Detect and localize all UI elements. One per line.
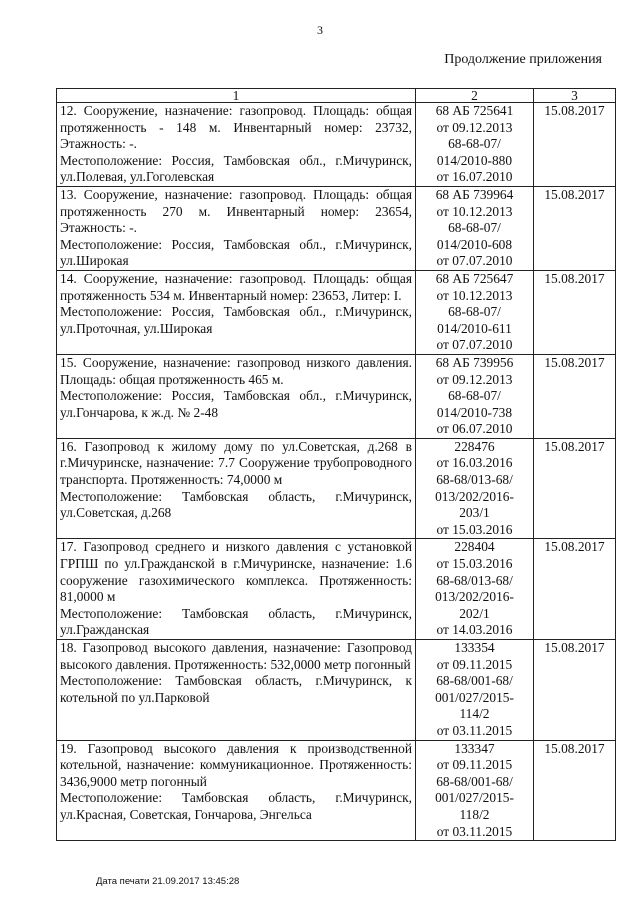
table-row <box>57 740 616 841</box>
column-header-3: 3 <box>534 89 616 103</box>
registration-record: 133354 от 09.11.2015 68-68/001-68/ 001/027/2015- 114/2 от 03.11.2015 <box>416 640 534 741</box>
table-row <box>57 640 616 741</box>
object-description: 18. Газопровод высокого давления, назначение: Газопровод высокого давления. Протяженность: 532,0000 метр погонный Местоположение: Тамбовская область, г.Мичуринск, к котельной по ул.Парковой <box>57 640 416 741</box>
object-description: 16. Газопровод к жилому дому по ул.Советская, д.268 в г.Мичуринске, назначение: 7.7 Сооружение трубопроводного транспорта. Протяженность: 74,0000 м Местоположение: Тамбовская область, г.Мичуринск, ул.Советская, д.268 <box>57 438 416 539</box>
record-date: 15.08.2017 <box>534 103 616 187</box>
table-row <box>57 354 616 438</box>
table-row <box>57 539 616 640</box>
record-date: 15.08.2017 <box>534 640 616 741</box>
print-date: Дата печати 21.09.2017 13:45:28 <box>96 876 240 887</box>
registration-record: 133347 от 09.11.2015 68-68/001-68/ 001/027/2015- 118/2 от 03.11.2015 <box>416 740 534 841</box>
object-description: 14. Сооружение, назначение: газопровод. Площадь: общая протяженность 534 м. Инвентарный номер: 23653, Литер: I. Местоположение: Россия, Тамбовская обл., г.Мичуринск, ул.Проточная, ул.Широкая <box>57 270 416 354</box>
object-description: 17. Газопровод среднего и низкого давления с установкой ГРПШ по ул.Гражданской в г.Мичуринске, назначение: 1.6 сооружение газохимического комплекса. Протяженность: 81,0000 м Местоположение: Тамбовская область, г.Мичуринск, ул.Гражданская <box>57 539 416 640</box>
table-row <box>57 103 616 187</box>
registration-record: 68 АБ 725647 от 10.12.2013 68-68-07/ 014/2010-611 от 07.07.2010 <box>416 270 534 354</box>
table-row <box>57 438 616 539</box>
registration-record: 68 АБ 739956 от 09.12.2013 68-68-07/ 014/2010-738 от 06.07.2010 <box>416 354 534 438</box>
object-description: 19. Газопровод высокого давления к производственной котельной, назначение: коммуникационное. Протяженность: 3436,9000 метр погонный Местоположение: Тамбовская область, г.Мичуринск, ул.Красная, Советская, Гончарова, Энгельса <box>57 740 416 841</box>
record-date: 15.08.2017 <box>534 740 616 841</box>
table-row <box>57 186 616 270</box>
column-header-1: 1 <box>57 89 416 103</box>
registration-record: 228404 от 15.03.2016 68-68/013-68/ 013/202/2016- 202/1 от 14.03.2016 <box>416 539 534 640</box>
property-table <box>56 88 616 841</box>
page-number: 3 <box>317 23 323 37</box>
object-description: 13. Сооружение, назначение: газопровод. Площадь: общая протяженность 270 м. Инвентарный номер: 23654, Этажность: -. Местоположение: Россия, Тамбовская обл., г.Мичуринск, ул.Широкая <box>57 186 416 270</box>
record-date: 15.08.2017 <box>534 270 616 354</box>
continuation-heading: Продолжение приложения <box>444 52 602 67</box>
registration-record: 228476 от 16.03.2016 68-68/013-68/ 013/202/2016- 203/1 от 15.03.2016 <box>416 438 534 539</box>
record-date: 15.08.2017 <box>534 354 616 438</box>
registration-record: 68 АБ 739964 от 10.12.2013 68-68-07/ 014/2010-608 от 07.07.2010 <box>416 186 534 270</box>
header-row <box>57 89 616 103</box>
record-date: 15.08.2017 <box>534 438 616 539</box>
table-row <box>57 270 616 354</box>
record-date: 15.08.2017 <box>534 539 616 640</box>
record-date: 15.08.2017 <box>534 186 616 270</box>
object-description: 12. Сооружение, назначение: газопровод. Площадь: общая протяженность - 148 м. Инвентарный номер: 23732, Этажность: -. Местоположение: Россия, Тамбовская обл., г.Мичуринск, ул.Полевая, ул.Гоголевская <box>57 103 416 187</box>
registration-record: 68 АБ 725641 от 09.12.2013 68-68-07/ 014/2010-880 от 16.07.2010 <box>416 103 534 187</box>
column-header-2: 2 <box>416 89 534 103</box>
object-description: 15. Сооружение, назначение: газопровод низкого давления. Площадь: общая протяженность 465 м. Местоположение: Россия, Тамбовская обл., г.Мичуринск, ул.Гончарова, к ж.д. № 2-48 <box>57 354 416 438</box>
